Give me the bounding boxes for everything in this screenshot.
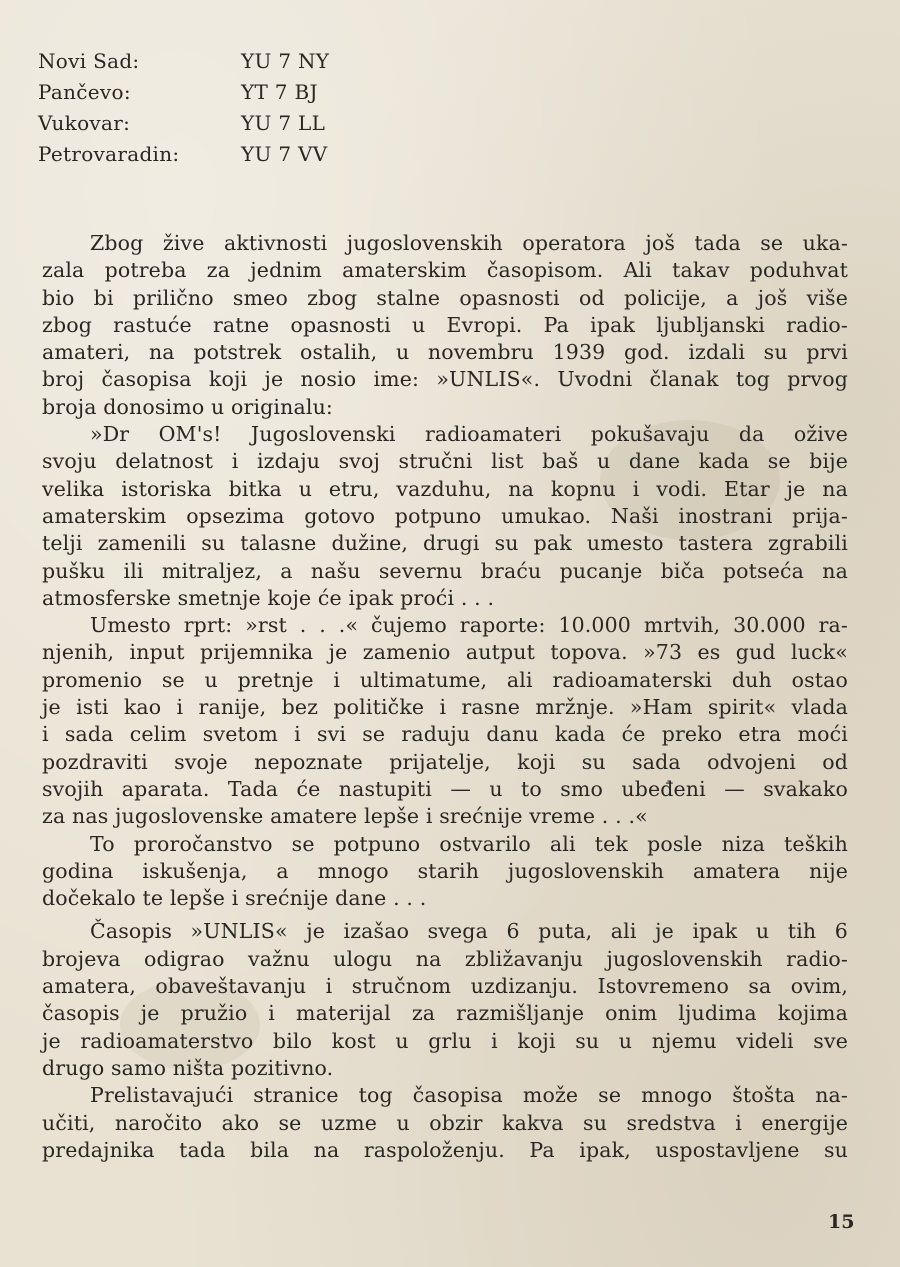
- text-line: telji zamenili su talasne dužine, drugi su pak umesto tastera zgrabili: [42, 531, 848, 556]
- text-line: To proročanstvo se potpuno ostvarilo ali tek posle niza teških: [90, 831, 848, 856]
- paragraph: [42, 1082, 848, 1164]
- paragraph: [42, 421, 848, 612]
- text-line: zbog rastuće ratne opasnosti u Evropi. Pa ipak ljubljanski radio-: [42, 312, 848, 337]
- page-number: 15: [828, 1211, 855, 1233]
- text-line: »Dr OM's! Jugoslovenski radioamateri pokušavaju da ožive: [90, 422, 848, 447]
- text-line: učiti, naročito ako se uzme u obzir kakva su sredstva i energije: [42, 1110, 848, 1135]
- text-line: i sada celim svetom i svi se raduju danu kada će preko etra moći: [42, 722, 848, 747]
- callsign: YU 7 NY: [241, 49, 330, 73]
- text-line: za nas jugoslovenske amatere lepše i srećnije vreme . . .«: [42, 804, 648, 829]
- callsign-list: [38, 46, 458, 170]
- text-line: Časopis »UNLIS« je izašao svega 6 puta, ali je ipak u tih 6: [90, 919, 848, 944]
- city-name: Petrovaradin:: [38, 142, 180, 166]
- text-line: bio bi prilično smeo zbog stalne opasnosti od policije, a još više: [42, 285, 848, 310]
- paragraph: [42, 831, 848, 913]
- text-line: predajnika tada bila na raspoloženju. Pa ipak, uspostavljene su: [42, 1137, 848, 1162]
- text-line: je radioamaterstvo bilo kost u grlu i koji su u njemu videli sve: [42, 1028, 848, 1053]
- text-line: velika istoriska bitka u etru, vazduhu, na kopnu i vodi. Etar je na: [42, 476, 848, 501]
- text-line: dočekalo te lepše i srećnije dane . . .: [42, 886, 427, 911]
- text-line: Prelistavajući stranice tog časopisa može se mnogo štošta na-: [90, 1083, 848, 1108]
- text-line: je isti kao i ranije, bez političke i rasne mržnje. »Ham spirit« vlada: [42, 695, 848, 720]
- text-line: promenio se u pretnje i ultimatume, ali radioamaterski duh ostao: [42, 667, 848, 692]
- callsign: YU 7 VV: [241, 142, 328, 166]
- city-name: Pančevo:: [38, 80, 131, 104]
- text-line: njenih, input prijemnika je zamenio autput topova. »73 es gud luck«: [42, 640, 848, 665]
- text-line: svoju delatnost i izdaju svoj stručni list baš u dane kada se bije: [42, 449, 848, 474]
- text-line: Zbog žive aktivnosti jugoslovenskih operatora još tada se uka-: [90, 231, 848, 255]
- text-line: brojeva odigrao važnu ulogu na zbližavanju jugoslovenskih radio-: [42, 946, 848, 971]
- text-line: svojih aparata. Tada će nastupiti — u to smo ubeđeni — svakako: [42, 776, 848, 801]
- city-name: Novi Sad:: [38, 49, 140, 73]
- callsign: YT 7 BJ: [241, 80, 318, 104]
- text-line: pozdraviti svoje nepoznate prijatelje, koji su sada odvojeni od: [42, 749, 848, 774]
- text-line: časopis je pružio i materijal za razmišljanje onim ljudima kojima: [42, 1001, 848, 1026]
- text-line: zala potreba za jednim amaterskim časopisom. Ali takav poduhvat: [42, 258, 848, 283]
- text-line: godina iskušenja, a mnogo starih jugoslovenskih amatera nije: [42, 858, 848, 883]
- city-name: Vukovar:: [38, 111, 131, 135]
- text-line: pušku ili mitraljez, a našu severnu braću pucanje biča potseća na: [42, 558, 848, 583]
- text-line: drugo samo ništa pozitivno.: [42, 1055, 334, 1080]
- text-line: amateri, na potstrek ostalih, u novembru 1939 god. izdali su prvi: [42, 340, 848, 365]
- text-line: amaterskim opsezima gotovo potpuno umukao. Naši inostrani prija-: [42, 503, 848, 528]
- callsign-row: [38, 77, 458, 108]
- callsign-row: [38, 46, 458, 77]
- callsign: YU 7 LL: [241, 111, 326, 135]
- text-line: broja donosimo u originalu:: [42, 394, 333, 419]
- text-line: broj časopisa koji je nosio ime: »UNLIS«. Uvodni članak tog prvog: [42, 367, 848, 392]
- callsign-row: [38, 139, 458, 170]
- text-line: Umesto rprt: »rst . . .« čujemo raporte: 10.000 mrtvih, 30.000 ra-: [90, 613, 848, 638]
- paragraph: [42, 612, 848, 830]
- callsign-row: [38, 108, 458, 139]
- text-line: amatera, obaveštavanju i stručnom uzdizanju. Istovremeno sa ovim,: [42, 974, 848, 999]
- text-line: atmosferske smetnje koje će ipak proći . . .: [42, 585, 495, 610]
- paragraph: [42, 230, 848, 421]
- paragraph: [42, 918, 848, 1082]
- body-text: [42, 230, 848, 1164]
